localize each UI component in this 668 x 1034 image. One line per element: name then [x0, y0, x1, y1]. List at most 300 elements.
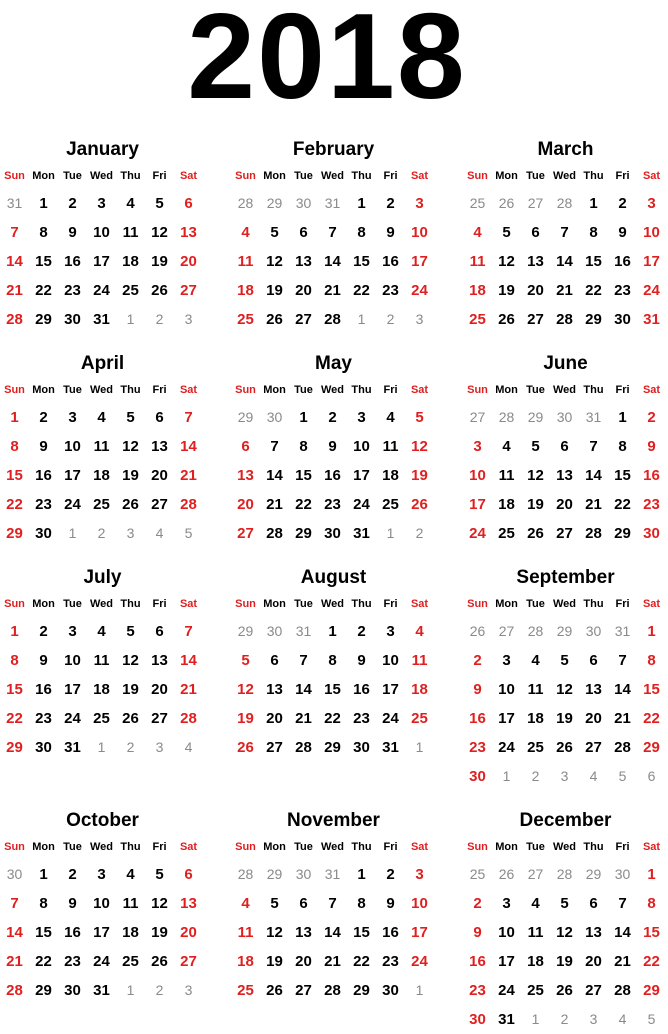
adjacent-month-day: 28 [498, 409, 515, 425]
adjacent-month-day: 30 [6, 866, 23, 882]
day-cell: 14 [266, 467, 283, 484]
day-cell: 21 [266, 496, 283, 513]
day-cell: 13 [295, 253, 312, 270]
weekday-label: Sat [642, 170, 661, 182]
adjacent-month-day: 29 [266, 866, 283, 882]
adjacent-month-day: 30 [614, 866, 631, 882]
adjacent-month-day: 1 [97, 739, 106, 755]
day-cell: 12 [151, 895, 168, 912]
day-cell: 17 [93, 924, 110, 941]
month-november [231, 808, 436, 1005]
day-cell: 18 [411, 681, 428, 698]
day-cell: 21 [585, 496, 602, 513]
adjacent-month-day: 25 [469, 866, 486, 882]
day-cell: 25 [527, 982, 544, 999]
day-cell: 17 [353, 467, 370, 484]
day-cell: 27 [180, 953, 197, 970]
weekday-label: Mon [32, 598, 55, 610]
day-cell: 23 [35, 710, 52, 727]
month-title: April [80, 353, 125, 374]
day-cell: 18 [122, 253, 139, 270]
day-cell: 6 [589, 895, 598, 912]
month-may [231, 351, 436, 548]
adjacent-month-day: 27 [498, 623, 515, 639]
adjacent-month-day: 3 [560, 768, 569, 784]
day-cell: 27 [266, 739, 283, 756]
adjacent-month-day: 28 [527, 623, 544, 639]
weekday-label: Sun [235, 170, 256, 182]
day-cell: 26 [498, 311, 515, 328]
day-cell: 22 [6, 496, 23, 513]
adjacent-month-day: 3 [184, 311, 193, 327]
day-cell: 10 [643, 224, 660, 241]
weekday-label: Sat [642, 384, 661, 396]
adjacent-month-day: 29 [237, 623, 254, 639]
day-cell: 23 [64, 282, 81, 299]
day-cell: 4 [502, 438, 511, 455]
day-cell: 12 [498, 253, 515, 270]
day-cell: 5 [502, 224, 511, 241]
day-cell: 2 [473, 652, 482, 669]
weekday-label: Mon [32, 384, 55, 396]
day-cell: 5 [155, 866, 164, 883]
adjacent-month-day: 2 [155, 311, 164, 327]
day-cell: 10 [353, 438, 370, 455]
day-cell: 19 [266, 282, 283, 299]
day-cell: 24 [353, 496, 370, 513]
month-june [463, 351, 668, 548]
adjacent-month-day: 28 [237, 866, 254, 882]
day-cell: 8 [589, 224, 598, 241]
day-cell: 19 [237, 710, 254, 727]
day-cell: 31 [382, 739, 399, 756]
day-cell: 22 [614, 496, 631, 513]
day-cell: 24 [411, 953, 428, 970]
weekday-label: Thu [351, 841, 372, 853]
weekday-label: Tue [63, 841, 82, 853]
day-cell: 3 [97, 866, 106, 883]
day-cell: 16 [469, 953, 486, 970]
adjacent-month-day: 31 [324, 866, 341, 882]
adjacent-month-day: 31 [614, 623, 631, 639]
day-cell: 16 [614, 253, 631, 270]
day-cell: 30 [469, 768, 486, 785]
day-cell: 14 [6, 924, 23, 941]
day-cell: 20 [295, 953, 312, 970]
day-cell: 11 [382, 438, 399, 455]
day-cell: 13 [585, 924, 602, 941]
day-cell: 24 [382, 710, 399, 727]
day-cell: 8 [10, 438, 19, 455]
weekday-label: Tue [526, 598, 545, 610]
day-cell: 13 [151, 438, 168, 455]
day-grid [0, 403, 205, 548]
adjacent-month-day: 5 [647, 1011, 656, 1027]
day-cell: 20 [266, 710, 283, 727]
adjacent-month-day: 29 [237, 409, 254, 425]
day-cell: 27 [556, 525, 573, 542]
day-cell: 24 [93, 282, 110, 299]
day-grid [463, 189, 668, 334]
day-grid [463, 403, 668, 548]
adjacent-month-day: 29 [527, 409, 544, 425]
day-cell: 29 [614, 525, 631, 542]
day-grid [463, 617, 668, 791]
day-cell: 30 [382, 982, 399, 999]
weekday-label: Fri [152, 384, 167, 396]
day-cell: 26 [266, 982, 283, 999]
day-cell: 1 [647, 866, 656, 883]
day-cell: 30 [64, 982, 81, 999]
day-cell: 7 [10, 895, 19, 912]
day-cell: 9 [39, 438, 48, 455]
weekday-label: Fri [615, 170, 630, 182]
day-cell: 2 [473, 895, 482, 912]
day-cell: 31 [93, 982, 110, 999]
day-cell: 17 [411, 924, 428, 941]
weekday-label: Sun [4, 170, 25, 182]
day-cell: 1 [10, 409, 19, 426]
day-cell: 4 [126, 195, 135, 212]
weekday-label: Thu [583, 598, 604, 610]
day-cell: 15 [585, 253, 602, 270]
day-cell: 23 [614, 282, 631, 299]
day-grid [231, 189, 436, 334]
weekday-label: Wed [320, 841, 345, 853]
weekday-label: Sat [410, 841, 429, 853]
day-cell: 3 [415, 866, 424, 883]
day-cell: 17 [498, 710, 515, 727]
day-cell: 8 [647, 652, 656, 669]
day-cell: 25 [237, 311, 254, 328]
weekday-label: Sun [467, 170, 488, 182]
month-february [231, 137, 436, 334]
day-cell: 21 [180, 467, 197, 484]
weekday-header-row [0, 591, 205, 617]
day-cell: 27 [295, 311, 312, 328]
weekday-label: Thu [351, 384, 372, 396]
day-cell: 23 [382, 282, 399, 299]
day-cell: 10 [411, 895, 428, 912]
day-cell: 15 [614, 467, 631, 484]
adjacent-month-day: 3 [415, 311, 424, 327]
day-cell: 31 [93, 311, 110, 328]
day-cell: 20 [295, 282, 312, 299]
day-cell: 11 [122, 895, 139, 912]
day-cell: 4 [126, 866, 135, 883]
adjacent-month-day: 5 [184, 525, 193, 541]
weekday-label: Mon [263, 384, 286, 396]
adjacent-month-day: 4 [589, 768, 598, 784]
day-cell: 19 [556, 710, 573, 727]
day-cell: 27 [151, 710, 168, 727]
day-cell: 28 [6, 311, 23, 328]
weekday-label: Mon [263, 841, 286, 853]
day-cell: 11 [93, 438, 110, 455]
day-cell: 31 [643, 311, 660, 328]
adjacent-month-day: 1 [415, 982, 424, 998]
weekday-header-row [463, 377, 668, 403]
day-cell: 10 [93, 224, 110, 241]
day-cell: 23 [35, 496, 52, 513]
day-cell: 16 [64, 924, 81, 941]
day-cell: 3 [386, 623, 395, 640]
day-cell: 13 [527, 253, 544, 270]
adjacent-month-day: 27 [527, 195, 544, 211]
day-cell: 9 [647, 438, 656, 455]
day-cell: 20 [556, 496, 573, 513]
day-cell: 25 [498, 525, 515, 542]
day-cell: 16 [643, 467, 660, 484]
weekday-label: Thu [351, 170, 372, 182]
day-grid [231, 617, 436, 762]
month-title: August [300, 567, 367, 588]
day-cell: 12 [122, 438, 139, 455]
day-cell: 1 [39, 866, 48, 883]
day-cell: 21 [556, 282, 573, 299]
weekday-label: Tue [294, 170, 313, 182]
day-cell: 29 [585, 311, 602, 328]
month-title: November [287, 810, 380, 831]
day-cell: 30 [35, 525, 52, 542]
day-cell: 6 [184, 866, 193, 883]
day-cell: 7 [618, 895, 627, 912]
adjacent-month-day: 26 [498, 866, 515, 882]
month-july [0, 565, 205, 762]
day-cell: 2 [68, 866, 77, 883]
day-cell: 27 [585, 739, 602, 756]
day-cell: 29 [35, 311, 52, 328]
day-cell: 10 [498, 681, 515, 698]
adjacent-month-day: 4 [618, 1011, 627, 1027]
adjacent-month-day: 2 [531, 768, 540, 784]
adjacent-month-day: 27 [527, 866, 544, 882]
weekday-label: Tue [526, 384, 545, 396]
day-cell: 9 [473, 681, 482, 698]
adjacent-month-day: 2 [155, 982, 164, 998]
day-cell: 9 [68, 224, 77, 241]
weekday-label: Sat [410, 170, 429, 182]
day-cell: 15 [295, 467, 312, 484]
day-cell: 29 [643, 739, 660, 756]
day-cell: 28 [556, 311, 573, 328]
day-cell: 27 [180, 282, 197, 299]
day-cell: 15 [35, 253, 52, 270]
day-cell: 16 [353, 681, 370, 698]
day-cell: 1 [39, 195, 48, 212]
day-cell: 30 [469, 1011, 486, 1028]
day-cell: 2 [386, 195, 395, 212]
day-cell: 4 [531, 895, 540, 912]
day-cell: 12 [237, 681, 254, 698]
day-cell: 18 [469, 282, 486, 299]
day-cell: 11 [93, 652, 110, 669]
day-cell: 14 [324, 253, 341, 270]
day-cell: 13 [585, 681, 602, 698]
month-title: May [315, 353, 352, 374]
weekday-label: Wed [552, 841, 577, 853]
weekday-header-row [0, 834, 205, 860]
day-cell: 25 [122, 953, 139, 970]
day-cell: 21 [614, 953, 631, 970]
day-cell: 24 [643, 282, 660, 299]
weekday-label: Sun [467, 841, 488, 853]
weekday-label: Sun [467, 384, 488, 396]
day-cell: 11 [237, 924, 254, 941]
day-cell: 9 [68, 895, 77, 912]
day-cell: 7 [299, 652, 308, 669]
weekday-label: Mon [495, 841, 518, 853]
day-cell: 21 [295, 710, 312, 727]
adjacent-month-day: 26 [469, 623, 486, 639]
month-title: September [516, 567, 615, 588]
day-cell: 1 [357, 195, 366, 212]
day-cell: 23 [64, 953, 81, 970]
day-cell: 17 [469, 496, 486, 513]
day-cell: 1 [10, 623, 19, 640]
adjacent-month-day: 29 [585, 866, 602, 882]
weekday-label: Wed [320, 170, 345, 182]
day-grid [231, 860, 436, 1005]
day-cell: 25 [237, 982, 254, 999]
day-cell: 30 [35, 739, 52, 756]
adjacent-month-day: 5 [618, 768, 627, 784]
weekday-label: Wed [552, 170, 577, 182]
day-cell: 27 [295, 982, 312, 999]
day-cell: 17 [64, 681, 81, 698]
day-cell: 15 [6, 467, 23, 484]
weekday-label: Tue [63, 170, 82, 182]
day-cell: 13 [180, 895, 197, 912]
day-cell: 20 [585, 710, 602, 727]
day-cell: 10 [64, 438, 81, 455]
weekday-label: Mon [495, 170, 518, 182]
weekday-label: Wed [89, 841, 114, 853]
day-cell: 4 [97, 623, 106, 640]
day-cell: 16 [382, 253, 399, 270]
day-cell: 31 [64, 739, 81, 756]
day-cell: 25 [122, 282, 139, 299]
day-cell: 17 [498, 953, 515, 970]
day-cell: 28 [324, 982, 341, 999]
day-cell: 1 [328, 623, 337, 640]
day-cell: 24 [64, 496, 81, 513]
adjacent-month-day: 1 [357, 311, 366, 327]
month-december [463, 808, 668, 1034]
day-cell: 19 [411, 467, 428, 484]
weekday-label: Sun [235, 841, 256, 853]
weekday-label: Fri [152, 170, 167, 182]
day-cell: 10 [498, 924, 515, 941]
day-cell: 3 [502, 895, 511, 912]
day-cell: 13 [295, 924, 312, 941]
weekday-header-row [463, 163, 668, 189]
day-cell: 22 [295, 496, 312, 513]
day-cell: 12 [122, 652, 139, 669]
day-cell: 22 [643, 710, 660, 727]
day-cell: 24 [64, 710, 81, 727]
day-cell: 5 [560, 652, 569, 669]
adjacent-month-day: 3 [126, 525, 135, 541]
weekday-label: Sat [642, 841, 661, 853]
weekday-header-row [463, 591, 668, 617]
day-cell: 16 [324, 467, 341, 484]
day-cell: 15 [35, 924, 52, 941]
weekday-label: Sat [642, 598, 661, 610]
weekday-label: Thu [120, 170, 141, 182]
day-cell: 8 [357, 895, 366, 912]
day-cell: 18 [237, 282, 254, 299]
weekday-label: Sat [179, 384, 198, 396]
day-cell: 12 [556, 681, 573, 698]
day-cell: 28 [180, 710, 197, 727]
adjacent-month-day: 3 [155, 739, 164, 755]
day-cell: 24 [93, 953, 110, 970]
day-cell: 12 [266, 253, 283, 270]
day-cell: 10 [469, 467, 486, 484]
day-cell: 8 [357, 224, 366, 241]
weekday-label: Tue [294, 841, 313, 853]
day-cell: 19 [498, 282, 515, 299]
day-grid [463, 860, 668, 1034]
weekday-label: Fri [615, 384, 630, 396]
weekday-label: Sat [179, 170, 198, 182]
day-cell: 14 [556, 253, 573, 270]
day-cell: 25 [382, 496, 399, 513]
day-cell: 5 [270, 895, 279, 912]
day-cell: 4 [473, 224, 482, 241]
day-cell: 15 [643, 924, 660, 941]
day-cell: 13 [556, 467, 573, 484]
day-cell: 22 [585, 282, 602, 299]
day-cell: 19 [266, 953, 283, 970]
day-cell: 19 [556, 953, 573, 970]
day-cell: 25 [527, 739, 544, 756]
weekday-label: Sun [4, 841, 25, 853]
adjacent-month-day: 28 [556, 866, 573, 882]
weekday-label: Fri [615, 841, 630, 853]
weekday-label: Tue [63, 598, 82, 610]
weekday-header-row [231, 377, 436, 403]
day-cell: 26 [122, 710, 139, 727]
day-cell: 31 [498, 1011, 515, 1028]
day-cell: 14 [324, 924, 341, 941]
day-cell: 1 [618, 409, 627, 426]
day-grid [0, 189, 205, 334]
adjacent-month-day: 26 [498, 195, 515, 211]
day-cell: 3 [415, 195, 424, 212]
weekday-label: Mon [263, 598, 286, 610]
adjacent-month-day: 31 [585, 409, 602, 425]
day-cell: 14 [614, 681, 631, 698]
day-cell: 3 [68, 623, 77, 640]
weekday-label: Wed [320, 384, 345, 396]
day-cell: 3 [647, 195, 656, 212]
adjacent-month-day: 1 [502, 768, 511, 784]
month-title: December [519, 810, 612, 831]
weekday-label: Mon [32, 170, 55, 182]
weekday-label: Mon [32, 841, 55, 853]
day-cell: 11 [498, 467, 515, 484]
day-cell: 26 [122, 496, 139, 513]
weekday-label: Sun [235, 598, 256, 610]
weekday-label: Mon [495, 598, 518, 610]
day-cell: 6 [184, 195, 193, 212]
day-cell: 20 [151, 681, 168, 698]
day-cell: 14 [180, 438, 197, 455]
adjacent-month-day: 4 [155, 525, 164, 541]
weekday-label: Sun [4, 598, 25, 610]
